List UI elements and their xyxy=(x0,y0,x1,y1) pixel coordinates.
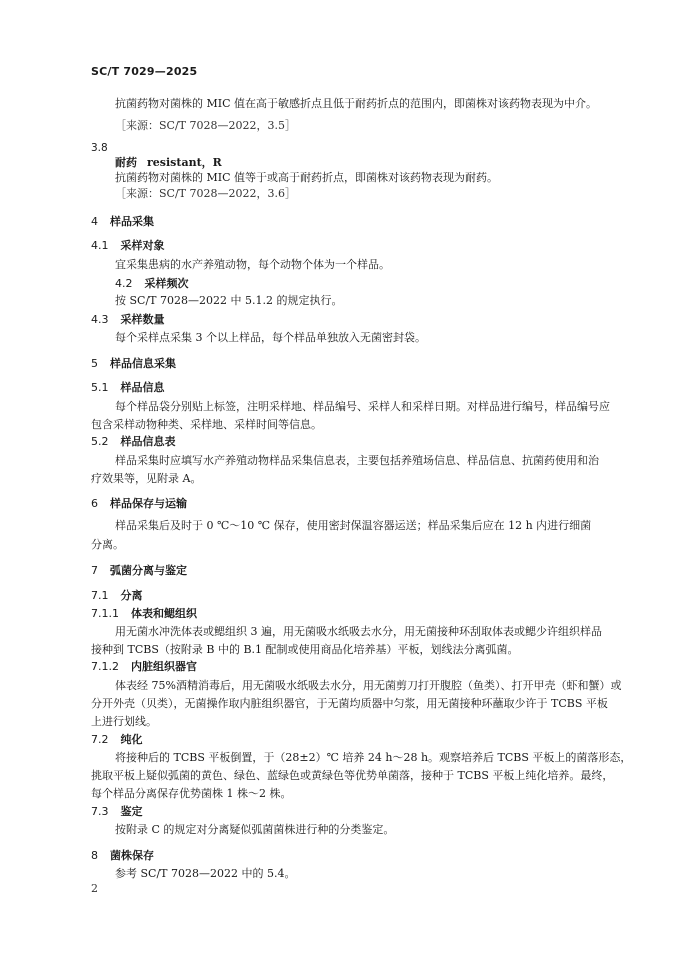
section-7-2-text-line3: 每个样品分离保存优势菌株 1 株～2 株。 xyxy=(91,787,292,800)
section-5-1-heading: 5.1 样品信息 xyxy=(91,381,165,394)
section-8-text: 参考 SC/T 7028—2022 中的 5.4。 xyxy=(115,867,296,880)
section-7-1-1-text-line1: 用无菌水冲洗体表或鳃组织 3 遍，用无菌吸水纸吸去水分，用无菌接种环刮取体表或鳃少许组织样品 xyxy=(115,625,602,638)
section-7-2-text-line2: 挑取平板上疑似弧菌的黄色、绿色、蓝绿色或黄绿色等优势单菌落，接种于 TCBS 平板上纯化培养。最终， xyxy=(91,769,614,782)
section-4-3-text: 每个采样点采集 3 个以上样品，每个样品单独放入无菌密封袋。 xyxy=(115,331,426,344)
definition-3-8-text: 抗菌药物对菌株的 MIC 值等于或高于耐药折点，即菌株对该药物表现为耐药。 xyxy=(115,171,499,184)
section-4-heading: 4 样品采集 xyxy=(91,215,154,228)
standard-code-header: SC/T 7029—2025 xyxy=(91,65,198,78)
page-number: 2 xyxy=(91,882,98,895)
section-5-1-text-line1: 每个样品袋分别贴上标签，注明采样地、样品编号、采样人和采样日期。对样品进行编号，样品编号应 xyxy=(115,400,610,413)
section-4-2-text: 按 SC/T 7028—2022 中 5.1.2 的规定执行。 xyxy=(115,294,343,307)
section-6-text-line1: 样品采集后及时于 0 ℃～10 ℃ 保存，使用密封保温容器运送；样品采集后应在 12 h 内进行细菌 xyxy=(115,519,592,532)
definition-3-8-source: ［来源：SC/T 7028—2022，3.6］ xyxy=(115,187,296,200)
section-7-2-heading: 7.2 纯化 xyxy=(91,733,143,746)
section-5-1-text-line2: 包含采样动物种类、采样地、采样时间等信息。 xyxy=(91,418,322,431)
section-6-text-line2: 分离。 xyxy=(91,538,124,551)
definition-3-7-text: 抗菌药物对菌株的 MIC 值在高于敏感折点且低于耐药折点的范围内，即菌株对该药物表现为中介。 xyxy=(115,97,598,110)
section-4-1-heading: 4.1 采样对象 xyxy=(91,239,165,252)
definition-3-7-source: ［来源：SC/T 7028—2022，3.5］ xyxy=(115,119,296,132)
section-7-heading: 7 弧菌分离与鉴定 xyxy=(91,564,187,577)
section-7-1-2-heading: 7.1.2 内脏组织器官 xyxy=(91,660,197,673)
term-english: resistant，R xyxy=(147,156,222,169)
section-5-2-text-line1: 样品采集时应填写水产养殖动物样品采集信息表，主要包括养殖场信息、样品信息、抗菌药使用和治 xyxy=(115,454,599,467)
section-4-1-text: 宜采集患病的水产养殖动物，每个动物个体为一个样品。 xyxy=(115,258,390,271)
section-7-1-2-text-line2: 分开外壳（贝类），无菌操作取内脏组织器官，于无菌均质器中匀浆，用无菌接种环蘸取少许于 TCBS 平板 xyxy=(91,697,608,710)
term-chinese: 耐药 xyxy=(115,156,137,169)
section-8-heading: 8 菌株保存 xyxy=(91,849,154,862)
section-4-3-heading: 4.3 采样数量 xyxy=(91,313,165,326)
section-5-2-heading: 5.2 样品信息表 xyxy=(91,435,176,448)
section-7-1-1-heading: 7.1.1 体表和鳃组织 xyxy=(91,607,197,620)
section-7-1-2-text-line1: 体表经 75%酒精消毒后，用无菌吸水纸吸去水分，用无菌剪刀打开腹腔（鱼类）、打开甲壳（虾和蟹）或 xyxy=(115,679,622,692)
section-5-2-text-line2: 疗效果等，见附录 A。 xyxy=(91,472,202,485)
section-7-3-heading: 7.3 鉴定 xyxy=(91,805,143,818)
definition-3-8-number: 3.8 xyxy=(91,142,108,154)
section-4-2-heading: 4.2 采样频次 xyxy=(115,277,189,290)
section-7-3-text: 按附录 C 的规定对分离疑似弧菌菌株进行种的分类鉴定。 xyxy=(115,823,395,836)
section-5-heading: 5 样品信息采集 xyxy=(91,357,176,370)
section-6-heading: 6 样品保存与运输 xyxy=(91,497,187,510)
section-7-1-2-text-line3: 上进行划线。 xyxy=(91,715,157,728)
section-7-1-heading: 7.1 分离 xyxy=(91,589,143,602)
section-7-1-1-text-line2: 接种到 TCBS（按附录 B 中的 B.1 配制或使用商品化培养基）平板，划线法分离弧菌。 xyxy=(91,643,519,656)
definition-3-8-term xyxy=(115,156,222,170)
section-7-2-text-line1: 将接种后的 TCBS 平板倒置，于（28±2）℃ 培养 24 h～28 h。观察培养后 TCBS 平板上的菌落形态， xyxy=(115,751,632,764)
